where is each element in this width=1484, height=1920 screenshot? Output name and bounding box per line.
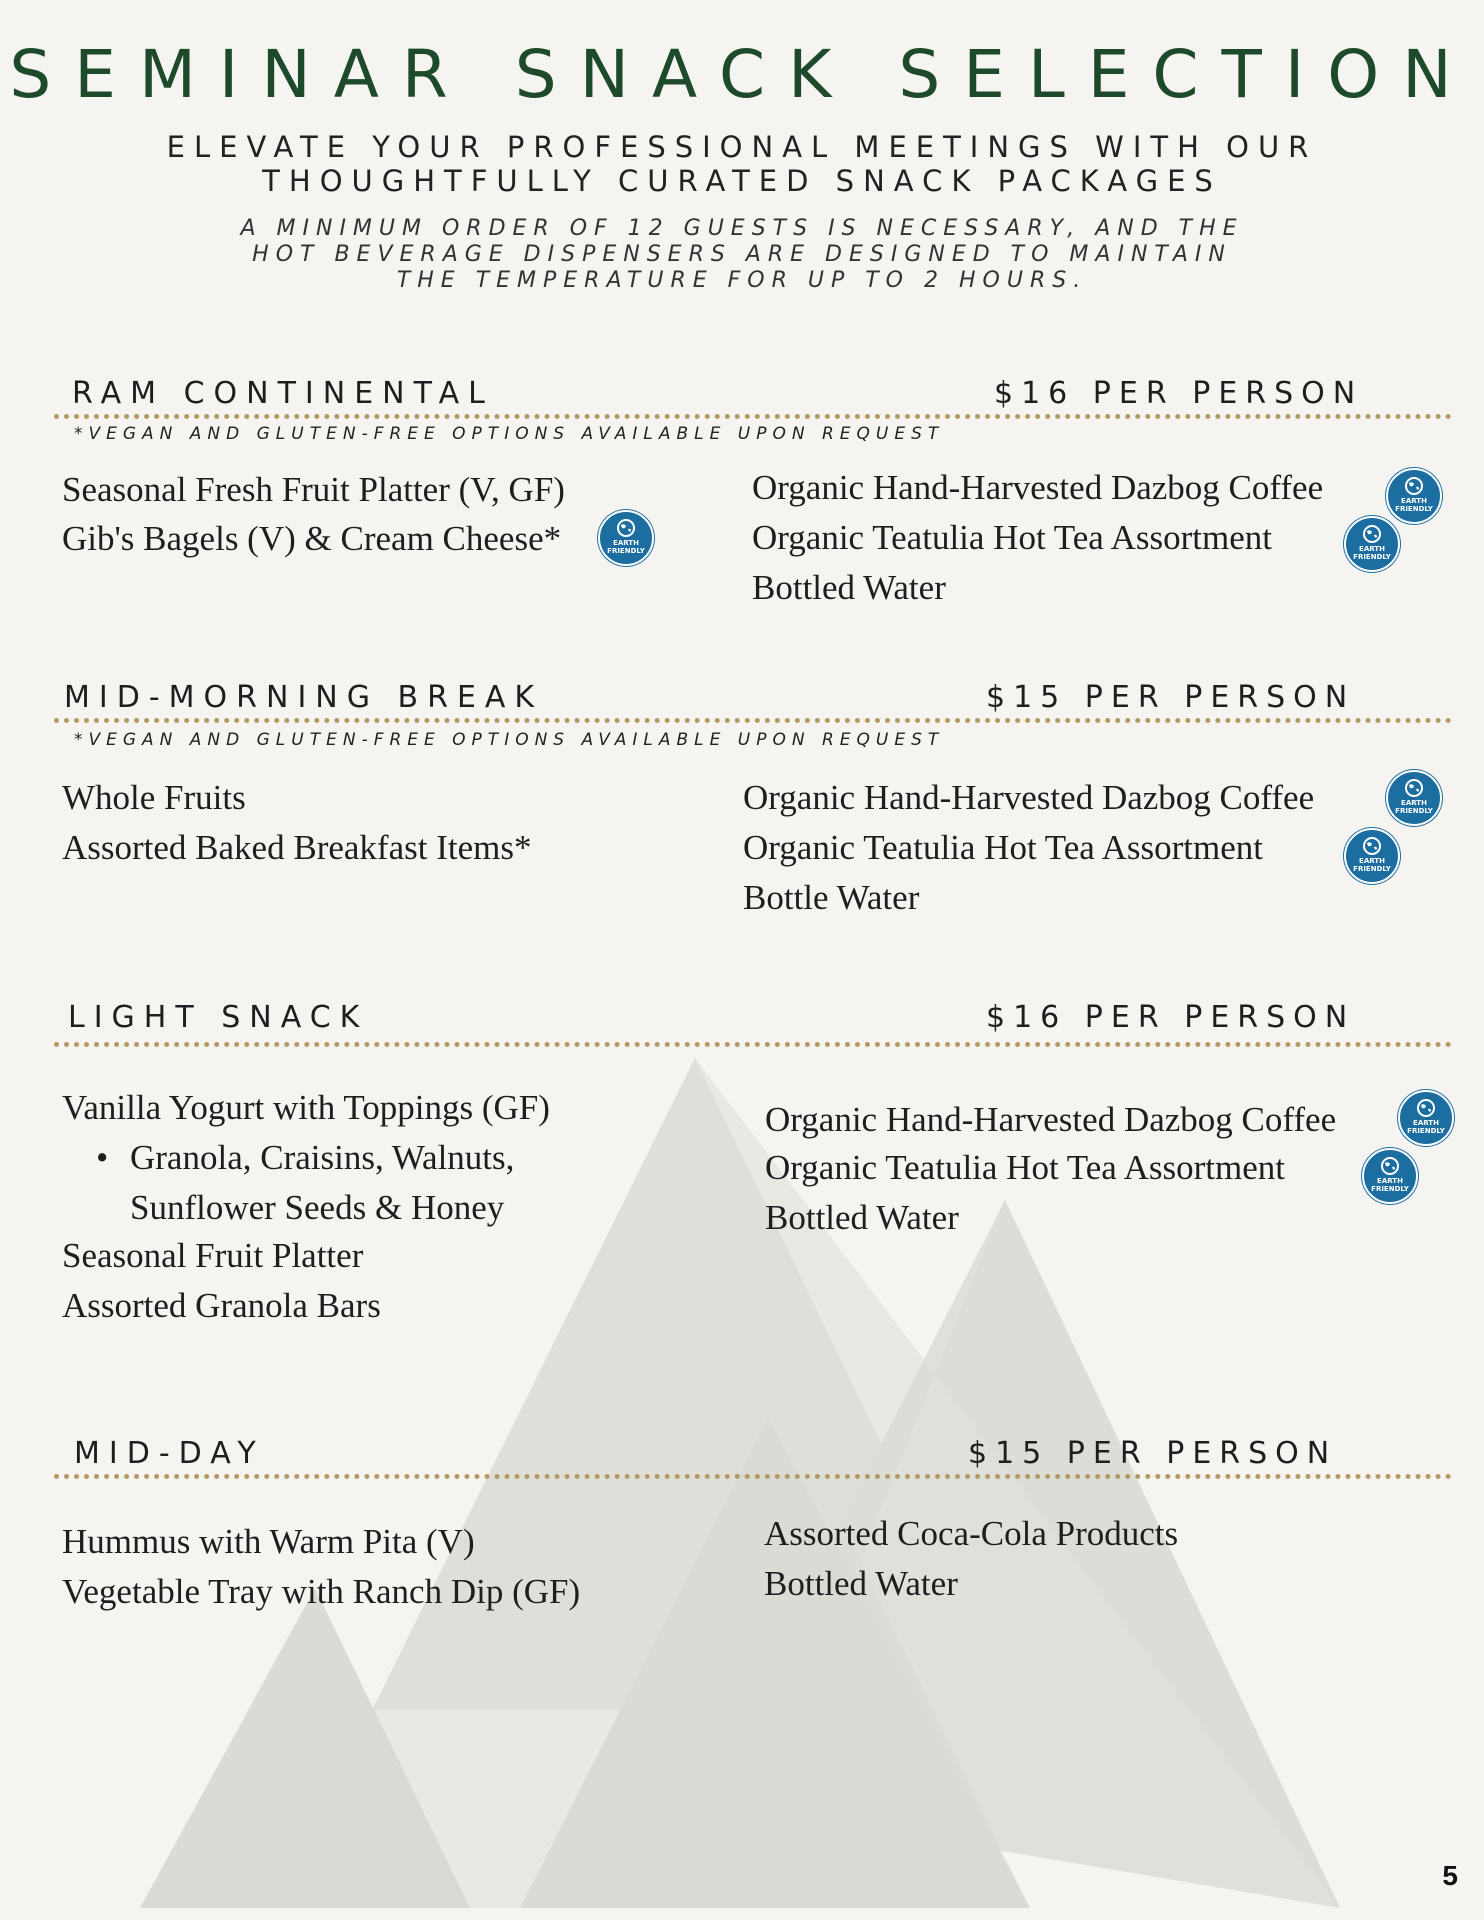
earth-friendly-icon xyxy=(1386,468,1442,524)
badge-label: FRIENDLY xyxy=(1395,807,1433,815)
section-divider xyxy=(54,1042,1452,1047)
badge-label: EARTH xyxy=(613,539,639,547)
menu-item: Organic Hand-Harvested Dazbog Coffee xyxy=(765,1100,1337,1139)
menu-item: Organic Teatulia Hot Tea Assortment xyxy=(765,1148,1285,1187)
badge-label: EARTH xyxy=(1401,799,1427,807)
badge-label: FRIENDLY xyxy=(1353,865,1391,873)
menu-item: Organic Hand-Harvested Dazbog Coffee xyxy=(752,468,1324,507)
badge-label: FRIENDLY xyxy=(1407,1127,1445,1135)
menu-item: Assorted Baked Breakfast Items* xyxy=(62,828,532,867)
page-number: 5 xyxy=(1442,1860,1458,1891)
menu-item: Assorted Coca-Cola Products xyxy=(764,1514,1179,1553)
globe-icon xyxy=(1406,780,1422,796)
section-divider xyxy=(54,1474,1452,1479)
badge-label: FRIENDLY xyxy=(1395,505,1433,513)
menu-item: Whole Fruits xyxy=(62,778,246,817)
earth-friendly-icon xyxy=(1344,828,1400,884)
menu-item: Bottled Water xyxy=(765,1198,959,1237)
globe-icon xyxy=(1364,526,1380,542)
section-price: $16 PER PERSON xyxy=(986,1000,1356,1035)
badge-label: EARTH xyxy=(1413,1119,1439,1127)
menu-item: Seasonal Fresh Fruit Platter (V, GF) xyxy=(62,470,565,509)
earth-friendly-icon xyxy=(598,510,654,566)
section-note: *VEGAN AND GLUTEN-FREE OPTIONS AVAILABLE UPON REQUEST xyxy=(74,424,945,444)
section-note: *VEGAN AND GLUTEN-FREE OPTIONS AVAILABLE UPON REQUEST xyxy=(74,730,945,750)
menu-item: Bottled Water xyxy=(752,568,946,607)
section-title: RAM CONTINENTAL xyxy=(72,376,494,411)
menu-item: Seasonal Fruit Platter xyxy=(62,1236,364,1275)
menu-item: Organic Hand-Harvested Dazbog Coffee xyxy=(743,778,1315,817)
badge-label: FRIENDLY xyxy=(1371,1185,1409,1193)
menu-item: Assorted Granola Bars xyxy=(62,1286,381,1325)
subtitle-line-2: THOUGHTFULLY CURATED SNACK PACKAGES xyxy=(262,164,1222,198)
menu-item: Organic Teatulia Hot Tea Assortment xyxy=(743,828,1263,867)
section-divider xyxy=(54,718,1452,723)
earth-friendly-icon xyxy=(1344,516,1400,572)
section-title: LIGHT SNACK xyxy=(68,1000,369,1035)
badge-label: EARTH xyxy=(1359,857,1385,865)
menu-item: Vegetable Tray with Ranch Dip (GF) xyxy=(62,1572,581,1611)
section-price: $15 PER PERSON xyxy=(986,680,1356,715)
order-note xyxy=(0,216,1484,294)
section-price: $16 PER PERSON xyxy=(994,376,1364,411)
section-divider xyxy=(54,414,1452,419)
order-note-line-2: HOT BEVERAGE DISPENSERS ARE DESIGNED TO MAINTAIN xyxy=(252,242,1232,267)
badge-label: EARTH xyxy=(1359,545,1385,553)
menu-item: Bottle Water xyxy=(743,878,920,917)
menu-item: Sunflower Seeds & Honey xyxy=(130,1188,505,1227)
section-price: $15 PER PERSON xyxy=(968,1436,1338,1471)
earth-friendly-icon xyxy=(1386,770,1442,826)
globe-icon xyxy=(618,520,634,536)
badge-label: FRIENDLY xyxy=(607,547,645,555)
bullet-icon: • xyxy=(96,1138,109,1177)
earth-friendly-icon xyxy=(1398,1090,1454,1146)
page-title: SEMINAR SNACK SELECTION xyxy=(9,36,1475,113)
menu-item: Vanilla Yogurt with Toppings (GF) xyxy=(62,1088,550,1127)
badge-label: EARTH xyxy=(1377,1177,1403,1185)
menu-item: Organic Teatulia Hot Tea Assortment xyxy=(752,518,1272,557)
badge-label: FRIENDLY xyxy=(1353,553,1391,561)
menu-item: Granola, Craisins, Walnuts, xyxy=(130,1138,515,1177)
order-note-line-1: A MINIMUM ORDER OF 12 GUESTS IS NECESSARY, AND THE xyxy=(240,216,1244,241)
menu-item: Gib's Bagels (V) & Cream Cheese* xyxy=(62,519,562,558)
order-note-line-3: THE TEMPERATURE FOR UP TO 2 HOURS. xyxy=(396,268,1088,293)
globe-icon xyxy=(1364,838,1380,854)
subtitle-line-1: ELEVATE YOUR PROFESSIONAL MEETINGS WITH OUR xyxy=(166,130,1318,164)
globe-icon xyxy=(1382,1158,1398,1174)
globe-icon xyxy=(1406,478,1422,494)
globe-icon xyxy=(1418,1100,1434,1116)
section-title: MID-DAY xyxy=(74,1436,265,1471)
page-subtitle xyxy=(0,130,1484,198)
section-title: MID-MORNING BREAK xyxy=(64,680,544,715)
earth-friendly-icon xyxy=(1362,1148,1418,1204)
badge-label: EARTH xyxy=(1401,497,1427,505)
menu-item: Hummus with Warm Pita (V) xyxy=(62,1522,475,1561)
menu-item: Bottled Water xyxy=(764,1564,958,1603)
